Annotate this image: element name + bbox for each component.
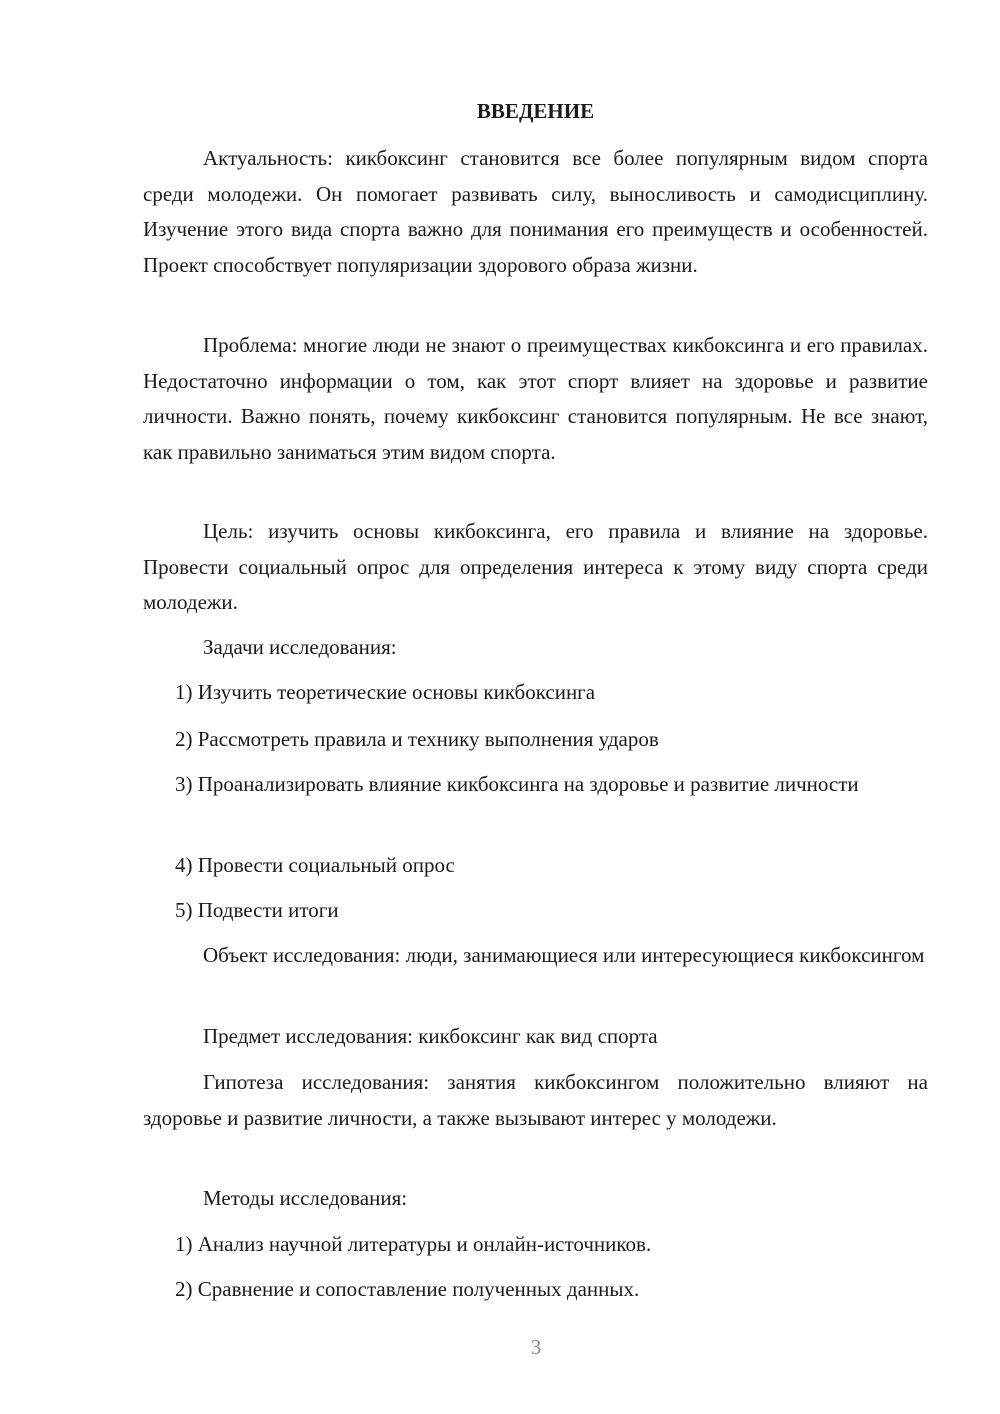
task-item-5: 5) Подвести итоги <box>175 898 339 922</box>
paragraph-actuality: Актуальность: кикбоксинг становится все более популярным видом спорта среди молодежи. Он помогает развивать силу, выносливость и самодисциплину. Изучение этого вида спорта важно для понимания его преимуществ и особенностей. Проект способствует популяризации здорового образа жизни. <box>143 146 928 277</box>
paragraph-hypothesis: Гипотеза исследования: занятия кикбоксингом положительно влияют на здоровье и развитие личности, а также вызывают интерес у молодежи. <box>143 1070 928 1130</box>
task-item-1: 1) Изучить теоретические основы кикбоксинга <box>175 680 596 704</box>
task-item-4: 4) Провести социальный опрос <box>175 853 455 877</box>
paragraph-goal: Цель: изучить основы кикбоксинга, его правила и влияние на здоровье. Провести социальный опрос для определения интереса к этому виду спорта среди молодежи. <box>143 519 928 614</box>
method-item-2: 2) Сравнение и сопоставление полученных данных. <box>175 1277 640 1301</box>
paragraph-object: Объект исследования: люди, занимающиеся или интересующиеся кикбоксингом <box>203 943 925 967</box>
task-item-3: 3) Проанализировать влияние кикбоксинга на здоровье и развитие личности <box>175 772 859 796</box>
page-number: 3 <box>530 1335 542 1359</box>
task-item-2: 2) Рассмотреть правила и технику выполнения ударов <box>175 727 659 751</box>
methods-heading: Методы исследования: <box>203 1186 408 1210</box>
tasks-heading: Задачи исследования: <box>203 635 397 659</box>
paragraph-problem: Проблема: многие люди не знают о преимуществах кикбоксинга и его правилах. Недостаточно информации о том, как этот спорт влияет на здоровье и развитие личности. Важно понять, почему кикбоксинг становится популярным. Не все знают, как правильно заниматься этим видом спорта. <box>143 333 928 464</box>
method-item-1: 1) Анализ научной литературы и онлайн-источников. <box>175 1232 652 1256</box>
page-title: ВВЕДЕНИЕ <box>476 99 595 123</box>
paragraph-subject: Предмет исследования: кикбоксинг как вид спорта <box>203 1024 658 1048</box>
